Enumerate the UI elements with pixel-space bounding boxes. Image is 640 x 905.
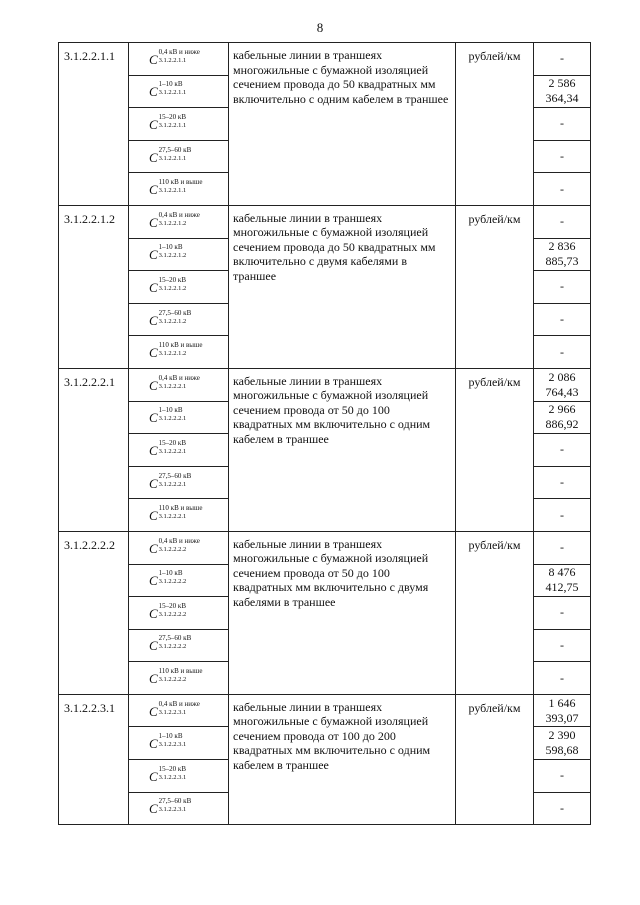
rate-symbol (129, 434, 229, 467)
symbol-letter: C (149, 214, 158, 230)
voltage-class: 0,4 кВ и ниже (158, 373, 200, 382)
symbol-subscript: 3.1.2.2.1.2 (158, 350, 187, 358)
voltage-class: 1–10 кВ (158, 732, 183, 741)
rate-symbol-formula (149, 635, 191, 652)
rate-value: - (534, 597, 591, 630)
symbol-letter: C (149, 736, 158, 752)
rate-value: 2 390 598,68 (534, 727, 591, 760)
voltage-class: 15–20 кВ (158, 275, 186, 284)
rate-value: - (534, 108, 591, 141)
symbol-indices (159, 473, 192, 489)
symbol-subscript: 3.1.2.2.2.2 (158, 643, 187, 651)
rate-symbol (129, 238, 229, 271)
rate-symbol (129, 597, 229, 630)
voltage-class: 110 кВ и выше (158, 341, 203, 350)
symbol-letter: C (149, 442, 158, 458)
voltage-class: 110 кВ и выше (158, 667, 203, 676)
item-code: 3.1.2.2.1.1 (59, 43, 129, 206)
symbol-subscript: 3.1.2.2.3.1 (158, 806, 187, 814)
symbol-indices (159, 49, 200, 65)
rate-value: 2 586 364,34 (534, 75, 591, 108)
rate-symbol-formula (149, 342, 202, 359)
voltage-class: 27,5–60 кВ (158, 634, 192, 643)
symbol-letter: C (149, 703, 158, 719)
rate-symbol-formula (149, 701, 200, 718)
rate-value: - (534, 303, 591, 336)
rate-symbol-formula (149, 212, 200, 229)
rate-symbol (129, 43, 229, 76)
unit-of-measure: рублей/км (456, 205, 534, 368)
symbol-letter: C (149, 247, 158, 263)
item-description: кабельные линии в траншеях многожильные с бумажной изоляцией сечением провода от 50 до 100 квадратных мм включительно с одним кабелем в траншее (229, 368, 456, 531)
item-description: кабельные линии в траншеях многожильные с бумажной изоляцией сечением провода от 50 до 100 квадратных мм включительно с двумя кабелями в траншее (229, 531, 456, 694)
rate-symbol-formula (149, 244, 186, 261)
symbol-indices (159, 310, 192, 326)
symbol-subscript: 3.1.2.2.2.1 (158, 382, 187, 390)
symbol-letter: C (149, 801, 158, 817)
voltage-class: 0,4 кВ и ниже (158, 536, 200, 545)
rate-value: 8 476 412,75 (534, 564, 591, 597)
symbol-letter: C (149, 182, 158, 198)
symbol-indices (159, 277, 187, 293)
voltage-class: 110 кВ и выше (158, 178, 203, 187)
rate-symbol-formula (149, 310, 191, 327)
item-code: 3.1.2.2.2.2 (59, 531, 129, 694)
rate-symbol (129, 271, 229, 304)
symbol-subscript: 3.1.2.2.1.1 (158, 56, 187, 64)
symbol-indices (159, 733, 187, 749)
rate-value: - (534, 271, 591, 304)
rate-symbol (129, 140, 229, 173)
item-description: кабельные линии в траншеях многожильные с бумажной изоляцией сечением провода от 100 до 200 квадратных мм включительно с одним кабелем в траншее (229, 694, 456, 824)
rate-symbol-formula (149, 49, 200, 66)
rate-symbol (129, 499, 229, 532)
symbol-indices (159, 407, 187, 423)
symbol-indices (159, 440, 187, 456)
tariff-table (58, 42, 591, 825)
rate-symbol (129, 629, 229, 662)
symbol-letter: C (149, 377, 158, 393)
symbol-indices (159, 375, 200, 391)
voltage-class: 27,5–60 кВ (158, 797, 192, 806)
rate-symbol-formula (149, 668, 202, 685)
symbol-letter: C (149, 149, 158, 165)
rate-value: 1 646 393,07 (534, 694, 591, 727)
symbol-subscript: 3.1.2.2.2.1 (158, 447, 187, 455)
symbol-indices (159, 570, 187, 586)
rate-value: - (534, 792, 591, 825)
symbol-letter: C (149, 116, 158, 132)
symbol-letter: C (149, 345, 158, 361)
symbol-subscript: 3.1.2.2.1.1 (158, 187, 187, 195)
symbol-indices (159, 342, 203, 358)
rate-symbol (129, 336, 229, 369)
rate-symbol (129, 760, 229, 793)
rate-symbol (129, 401, 229, 434)
rate-value: - (534, 205, 591, 238)
symbol-indices (159, 244, 187, 260)
voltage-class: 0,4 кВ и ниже (158, 210, 200, 219)
rate-symbol (129, 694, 229, 727)
voltage-class: 1–10 кВ (158, 406, 183, 415)
symbol-indices (159, 798, 192, 814)
rate-value: - (534, 466, 591, 499)
symbol-subscript: 3.1.2.2.2.2 (158, 676, 187, 684)
symbol-letter: C (149, 638, 158, 654)
rate-symbol-formula (149, 766, 186, 783)
rate-symbol-formula (149, 798, 191, 815)
symbol-indices (159, 81, 187, 97)
rate-symbol-formula (149, 277, 186, 294)
item-description: кабельные линии в траншеях многожильные с бумажной изоляцией сечением провода до 50 квадратных мм включительно с двумя кабелями в траншее (229, 205, 456, 368)
symbol-letter: C (149, 84, 158, 100)
rate-value: - (534, 140, 591, 173)
voltage-class: 110 кВ и выше (158, 504, 203, 513)
symbol-subscript: 3.1.2.2.1.2 (158, 284, 187, 292)
symbol-subscript: 3.1.2.2.3.1 (158, 741, 187, 749)
rate-value: - (534, 173, 591, 206)
symbol-subscript: 3.1.2.2.2.1 (158, 480, 187, 488)
rate-symbol (129, 108, 229, 141)
rate-symbol (129, 792, 229, 825)
symbol-subscript: 3.1.2.2.1.2 (158, 317, 187, 325)
voltage-class: 27,5–60 кВ (158, 308, 192, 317)
symbol-subscript: 3.1.2.2.3.1 (158, 773, 187, 781)
unit-of-measure: рублей/км (456, 43, 534, 206)
rate-symbol-formula (149, 603, 186, 620)
symbol-letter: C (149, 410, 158, 426)
unit-of-measure: рублей/км (456, 368, 534, 531)
rate-symbol-formula (149, 538, 200, 555)
symbol-letter: C (149, 312, 158, 328)
rate-symbol-formula (149, 733, 186, 750)
symbol-letter: C (149, 671, 158, 687)
symbol-indices (159, 635, 192, 651)
symbol-indices (159, 179, 203, 195)
symbol-subscript: 3.1.2.2.2.2 (158, 578, 187, 586)
table-row (59, 368, 591, 401)
symbol-indices (159, 668, 203, 684)
voltage-class: 1–10 кВ (158, 569, 183, 578)
voltage-class: 0,4 кВ и ниже (158, 47, 200, 56)
symbol-subscript: 3.1.2.2.1.1 (158, 121, 187, 129)
item-code: 3.1.2.2.3.1 (59, 694, 129, 824)
symbol-subscript: 3.1.2.2.3.1 (158, 708, 187, 716)
voltage-class: 15–20 кВ (158, 438, 186, 447)
symbol-letter: C (149, 768, 158, 784)
voltage-class: 1–10 кВ (158, 243, 183, 252)
rate-value: 2 966 886,92 (534, 401, 591, 434)
rate-symbol (129, 531, 229, 564)
rate-symbol-formula (149, 81, 186, 98)
symbol-subscript: 3.1.2.2.1.2 (158, 252, 187, 260)
symbol-indices (159, 701, 200, 717)
symbol-indices (159, 538, 200, 554)
rate-symbol (129, 75, 229, 108)
table-row (59, 205, 591, 238)
rate-symbol-formula (149, 407, 186, 424)
table-row (59, 531, 591, 564)
symbol-subscript: 3.1.2.2.1.1 (158, 154, 187, 162)
rate-symbol-formula (149, 114, 186, 131)
symbol-indices (159, 212, 200, 228)
symbol-subscript: 3.1.2.2.1.1 (158, 89, 187, 97)
symbol-letter: C (149, 508, 158, 524)
symbol-indices (159, 147, 192, 163)
voltage-class: 27,5–60 кВ (158, 145, 192, 154)
rate-value: - (534, 531, 591, 564)
item-code: 3.1.2.2.2.1 (59, 368, 129, 531)
page-number: 8 (316, 20, 324, 35)
symbol-indices (159, 505, 203, 521)
voltage-class: 1–10 кВ (158, 80, 183, 89)
rate-symbol-formula (149, 505, 202, 522)
rate-symbol-formula (149, 179, 202, 196)
voltage-class: 15–20 кВ (158, 601, 186, 610)
symbol-letter: C (149, 51, 158, 67)
symbol-subscript: 3.1.2.2.2.1 (158, 415, 187, 423)
rate-symbol (129, 466, 229, 499)
symbol-indices (159, 114, 187, 130)
unit-of-measure: рублей/км (456, 694, 534, 824)
unit-of-measure: рублей/км (456, 531, 534, 694)
rate-symbol (129, 662, 229, 695)
symbol-indices (159, 603, 187, 619)
rate-value: 2 836 885,73 (534, 238, 591, 271)
tariff-table-body (59, 43, 591, 825)
rate-symbol (129, 368, 229, 401)
rate-value: - (534, 43, 591, 76)
rate-value: - (534, 336, 591, 369)
symbol-subscript: 3.1.2.2.2.2 (158, 545, 187, 553)
symbol-letter: C (149, 475, 158, 491)
rate-value: - (534, 434, 591, 467)
rate-symbol (129, 205, 229, 238)
symbol-subscript: 3.1.2.2.2.2 (158, 610, 187, 618)
symbol-subscript: 3.1.2.2.2.1 (158, 513, 187, 521)
rate-symbol (129, 173, 229, 206)
rate-value: - (534, 662, 591, 695)
voltage-class: 15–20 кВ (158, 764, 186, 773)
voltage-class: 0,4 кВ и ниже (158, 699, 200, 708)
rate-symbol (129, 564, 229, 597)
voltage-class: 27,5–60 кВ (158, 471, 192, 480)
rate-symbol-formula (149, 375, 200, 392)
rate-value: - (534, 760, 591, 793)
rate-value: 2 086 764,43 (534, 368, 591, 401)
symbol-indices (159, 766, 187, 782)
rate-symbol-formula (149, 570, 186, 587)
item-code: 3.1.2.2.1.2 (59, 205, 129, 368)
symbol-letter: C (149, 540, 158, 556)
rate-value: - (534, 499, 591, 532)
symbol-subscript: 3.1.2.2.1.2 (158, 219, 187, 227)
symbol-letter: C (149, 279, 158, 295)
rate-symbol (129, 303, 229, 336)
rate-symbol (129, 727, 229, 760)
rate-symbol-formula (149, 440, 186, 457)
item-description: кабельные линии в траншеях многожильные с бумажной изоляцией сечением провода до 50 квадратных мм включительно с одним кабелем в траншее (229, 43, 456, 206)
symbol-letter: C (149, 573, 158, 589)
table-row (59, 43, 591, 76)
table-row (59, 694, 591, 727)
rate-symbol-formula (149, 473, 191, 490)
rate-symbol-formula (149, 147, 191, 164)
symbol-letter: C (149, 605, 158, 621)
voltage-class: 15–20 кВ (158, 112, 186, 121)
rate-value: - (534, 629, 591, 662)
